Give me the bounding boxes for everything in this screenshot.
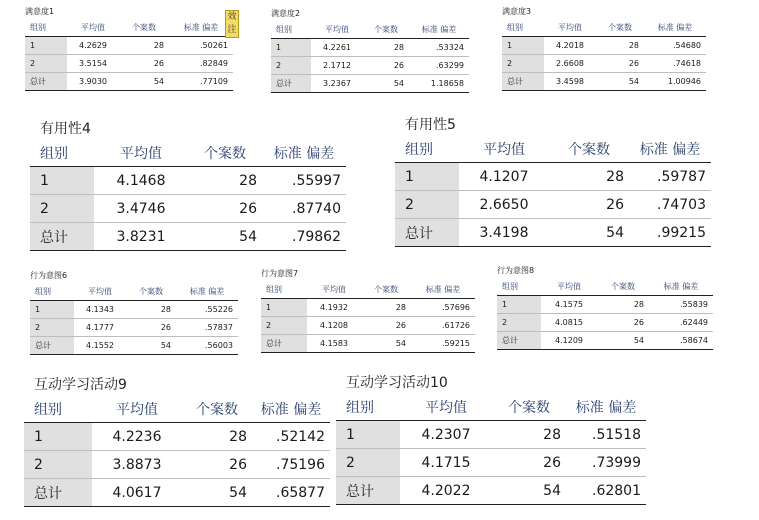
sd-cell: .56003: [176, 337, 238, 355]
header-row: [395, 136, 711, 163]
n-cell: 28: [229, 428, 247, 445]
mean-cell: 4.2629: [79, 41, 107, 50]
table-title: 有用性4: [40, 121, 91, 137]
header-group: 组别: [25, 19, 67, 37]
n-cell: 54: [492, 477, 566, 505]
header-sd: 标准 偏差: [409, 21, 469, 39]
table-row: [497, 296, 713, 314]
header-sd: 标准 偏差: [176, 283, 238, 301]
mean-cell: 4.0815: [541, 314, 597, 332]
row-label: 总计: [395, 219, 459, 247]
row-label: 2: [502, 55, 544, 73]
sd-cell: .54680: [673, 41, 701, 50]
row-label: 2: [25, 55, 67, 73]
table-row: [502, 73, 706, 91]
table-row: [395, 219, 711, 247]
header-row: [502, 19, 706, 37]
sd-cell: .99215: [629, 219, 711, 247]
header-row: [336, 394, 646, 421]
header-group: 组别: [30, 140, 94, 167]
header-mean: 平均值: [92, 396, 182, 423]
sd-cell: .79862: [262, 223, 346, 251]
sd-cell: .52142: [276, 428, 325, 445]
mean-cell: 2.6650: [459, 191, 549, 219]
header-n: 个案数: [361, 281, 411, 299]
row-label: 总计: [497, 332, 541, 350]
mean-cell: 3.8873: [92, 451, 182, 479]
table-row: [336, 449, 646, 477]
header-mean: 平均值: [544, 19, 596, 37]
table-row: [30, 195, 346, 223]
sd-cell: .59215: [411, 335, 475, 353]
n-cell: 26: [188, 195, 262, 223]
row-label: 总计: [30, 337, 74, 355]
header-group: 组别: [30, 283, 74, 301]
row-label: 2: [30, 319, 74, 337]
mean-cell: 3.9030: [67, 73, 119, 91]
stats-table: [30, 140, 346, 251]
n-cell: 26: [596, 55, 644, 73]
sd-cell: .63299: [409, 57, 469, 75]
header-row: [25, 19, 233, 37]
row-label: 2: [30, 195, 94, 223]
header-sd: 标准 偏差: [252, 396, 330, 423]
header-mean: 平均值: [400, 394, 492, 421]
tooltip-fragment: 效 注: [225, 10, 239, 38]
header-n: 个案数: [188, 140, 262, 167]
stats-table: [24, 396, 330, 507]
sd-cell: .50261: [200, 41, 228, 50]
stats-table: [497, 278, 713, 350]
stats-table-intention-6: [30, 270, 238, 355]
mean-cell: 4.1208: [307, 317, 361, 335]
mean-cell: 3.4746: [94, 195, 188, 223]
row-label: 总计: [502, 73, 544, 91]
stats-table-usefulness-4: [30, 118, 346, 251]
sd-cell: .55839: [680, 300, 708, 309]
stats-table: [336, 394, 646, 505]
table-row: [25, 73, 233, 91]
header-sd: 标准 偏差: [411, 281, 475, 299]
table-row: [25, 37, 233, 55]
sd-cell: .77109: [169, 73, 233, 91]
header-sd: 标准 偏差: [566, 394, 646, 421]
n-cell: 54: [119, 73, 169, 91]
row-label: 2: [336, 449, 400, 477]
table-row: [502, 37, 706, 55]
mean-cell: 4.1468: [116, 172, 166, 189]
table-row: [261, 335, 475, 353]
header-row: [497, 278, 713, 296]
stats-table: [395, 136, 711, 247]
sd-cell: .53324: [436, 43, 464, 52]
n-cell: 26: [492, 449, 566, 477]
n-cell: 28: [393, 43, 404, 52]
header-mean: 平均值: [94, 140, 188, 167]
table-row: [30, 167, 346, 195]
row-label: 2: [395, 191, 459, 219]
table-row: [497, 332, 713, 350]
mean-cell: 3.4198: [459, 219, 549, 247]
n-cell: 26: [126, 319, 176, 337]
n-cell: 26: [182, 451, 252, 479]
sd-cell: .87740: [262, 195, 346, 223]
table-title: 有用性5: [405, 117, 456, 133]
table-title: 满意度1: [25, 7, 55, 16]
sd-cell: .62801: [566, 477, 646, 505]
stats-table-usefulness-5: [395, 114, 711, 247]
stats-table: [271, 21, 469, 93]
mean-cell: 3.2367: [311, 75, 363, 93]
n-cell: 26: [597, 314, 649, 332]
stats-table-satisfaction-1: [25, 6, 233, 91]
row-label: 1: [25, 37, 67, 55]
table-row: [271, 75, 469, 93]
mean-cell: 4.1932: [320, 303, 348, 312]
n-cell: 26: [549, 191, 629, 219]
header-n: 个案数: [126, 283, 176, 301]
n-cell: 28: [633, 300, 644, 309]
table-row: [271, 57, 469, 75]
header-group: 组别: [24, 396, 92, 423]
sd-cell: .55997: [292, 172, 341, 189]
header-n: 个案数: [596, 19, 644, 37]
sd-cell: 1.18658: [409, 75, 469, 93]
table-row: [30, 337, 238, 355]
table-title: 满意度2: [271, 9, 301, 18]
table-row: [336, 421, 646, 449]
mean-cell: 3.8231: [94, 223, 188, 251]
table-row: [30, 319, 238, 337]
table-row: [261, 317, 475, 335]
header-row: [30, 283, 238, 301]
row-label: 1: [24, 423, 92, 451]
n-cell: 54: [188, 223, 262, 251]
header-row: [24, 396, 330, 423]
header-sd: 标准 偏差: [629, 136, 711, 163]
table-row: [24, 451, 330, 479]
row-label: 1: [30, 167, 94, 195]
mean-cell: 4.1583: [307, 335, 361, 353]
header-n: 个案数: [119, 19, 169, 37]
row-label: 2: [261, 317, 307, 335]
table-row: [395, 163, 711, 191]
row-label: 总计: [271, 75, 311, 93]
table-title: 满意度3: [502, 7, 532, 16]
n-cell: 28: [153, 41, 164, 50]
row-label: 1: [261, 299, 307, 317]
n-cell: 28: [606, 168, 624, 185]
stats-table-interactive-10: [336, 372, 646, 505]
table-row: [30, 223, 346, 251]
row-label: 1: [30, 301, 74, 319]
row-label: 总计: [24, 479, 92, 507]
header-sd: 标准 偏差: [169, 19, 233, 37]
stats-table: [502, 19, 706, 91]
header-group: 组别: [395, 136, 459, 163]
table-title: 行为意图6: [30, 271, 68, 280]
sd-cell: 1.00946: [644, 73, 706, 91]
table-title: 行为意图8: [497, 266, 535, 275]
n-cell: 54: [549, 219, 629, 247]
stats-table: [30, 283, 238, 355]
stats-table: [25, 19, 233, 91]
mean-cell: 4.2236: [112, 428, 162, 445]
sd-cell: .55226: [205, 305, 233, 314]
sd-cell: .75196: [252, 451, 330, 479]
mean-cell: 4.1575: [555, 300, 583, 309]
header-mean: 平均值: [541, 278, 597, 296]
row-label: 2: [24, 451, 92, 479]
header-row: [271, 21, 469, 39]
mean-cell: 4.2261: [323, 43, 351, 52]
header-group: 组别: [502, 19, 544, 37]
mean-cell: 2.1712: [311, 57, 363, 75]
sd-cell: .58674: [649, 332, 713, 350]
sd-cell: .57696: [442, 303, 470, 312]
header-mean: 平均值: [67, 19, 119, 37]
n-cell: 26: [361, 317, 411, 335]
sd-cell: .57837: [176, 319, 238, 337]
header-n: 个案数: [492, 394, 566, 421]
row-label: 总计: [261, 335, 307, 353]
header-row: [261, 281, 475, 299]
header-sd: 标准 偏差: [262, 140, 346, 167]
row-label: 总计: [30, 223, 94, 251]
n-cell: 26: [363, 57, 409, 75]
table-row: [395, 191, 711, 219]
n-cell: 28: [628, 41, 639, 50]
sd-cell: .65877: [252, 479, 330, 507]
mean-cell: 4.2022: [400, 477, 492, 505]
table-row: [271, 39, 469, 57]
table-row: [25, 55, 233, 73]
table-row: [336, 477, 646, 505]
mean-cell: 4.2018: [556, 41, 584, 50]
table-row: [502, 55, 706, 73]
n-cell: 54: [363, 75, 409, 93]
stats-table-satisfaction-2: [271, 8, 469, 93]
n-cell: 28: [395, 303, 406, 312]
stats-table-intention-7: [261, 268, 475, 353]
row-label: 2: [271, 57, 311, 75]
mean-cell: 3.5154: [67, 55, 119, 73]
sd-cell: .74703: [629, 191, 711, 219]
header-n: 个案数: [597, 278, 649, 296]
n-cell: 54: [182, 479, 252, 507]
header-row: [30, 140, 346, 167]
table-row: [24, 423, 330, 451]
n-cell: 26: [119, 55, 169, 73]
mean-cell: 4.1209: [541, 332, 597, 350]
table-row: [24, 479, 330, 507]
table-title: 行为意图7: [261, 269, 299, 278]
row-label: 总计: [25, 73, 67, 91]
row-label: 1: [336, 421, 400, 449]
n-cell: 54: [597, 332, 649, 350]
mean-cell: 4.1777: [74, 319, 126, 337]
mean-cell: 4.1343: [86, 305, 114, 314]
sd-cell: .59787: [657, 168, 706, 185]
header-mean: 平均值: [311, 21, 363, 39]
sd-cell: .74618: [644, 55, 706, 73]
n-cell: 28: [160, 305, 171, 314]
table-title: 互动学习活动10: [346, 375, 448, 391]
header-group: 组别: [271, 21, 311, 39]
header-n: 个案数: [363, 21, 409, 39]
mean-cell: 4.1552: [74, 337, 126, 355]
stats-table-satisfaction-3: [502, 6, 706, 91]
mean-cell: 4.1715: [400, 449, 492, 477]
stats-table-interactive-9: [24, 374, 330, 507]
row-label: 2: [497, 314, 541, 332]
sd-cell: .62449: [649, 314, 713, 332]
header-group: 组别: [261, 281, 307, 299]
header-group: 组别: [497, 278, 541, 296]
header-sd: 标准 偏差: [649, 278, 713, 296]
sd-cell: .82849: [169, 55, 233, 73]
mean-cell: 4.2307: [421, 426, 471, 443]
header-n: 个案数: [549, 136, 629, 163]
n-cell: 28: [543, 426, 561, 443]
mean-cell: 2.6608: [544, 55, 596, 73]
row-label: 总计: [336, 477, 400, 505]
mean-cell: 3.4598: [544, 73, 596, 91]
sd-cell: .61726: [411, 317, 475, 335]
n-cell: 28: [239, 172, 257, 189]
row-label: 1: [497, 296, 541, 314]
table-row: [30, 301, 238, 319]
stats-table-intention-8: [497, 265, 713, 350]
header-n: 个案数: [182, 396, 252, 423]
header-mean: 平均值: [74, 283, 126, 301]
n-cell: 54: [596, 73, 644, 91]
n-cell: 54: [361, 335, 411, 353]
header-mean: 平均值: [307, 281, 361, 299]
header-sd: 标准 偏差: [644, 19, 706, 37]
row-label: 1: [395, 163, 459, 191]
sd-cell: .51518: [592, 426, 641, 443]
table-row: [497, 314, 713, 332]
row-label: 1: [502, 37, 544, 55]
table-title: 互动学习活动9: [34, 377, 127, 393]
n-cell: 54: [126, 337, 176, 355]
table-row: [261, 299, 475, 317]
mean-cell: 4.0617: [92, 479, 182, 507]
mean-cell: 4.1207: [479, 168, 529, 185]
stats-table: [261, 281, 475, 353]
header-mean: 平均值: [459, 136, 549, 163]
sd-cell: .73999: [566, 449, 646, 477]
row-label: 1: [271, 39, 311, 57]
header-group: 组别: [336, 394, 400, 421]
